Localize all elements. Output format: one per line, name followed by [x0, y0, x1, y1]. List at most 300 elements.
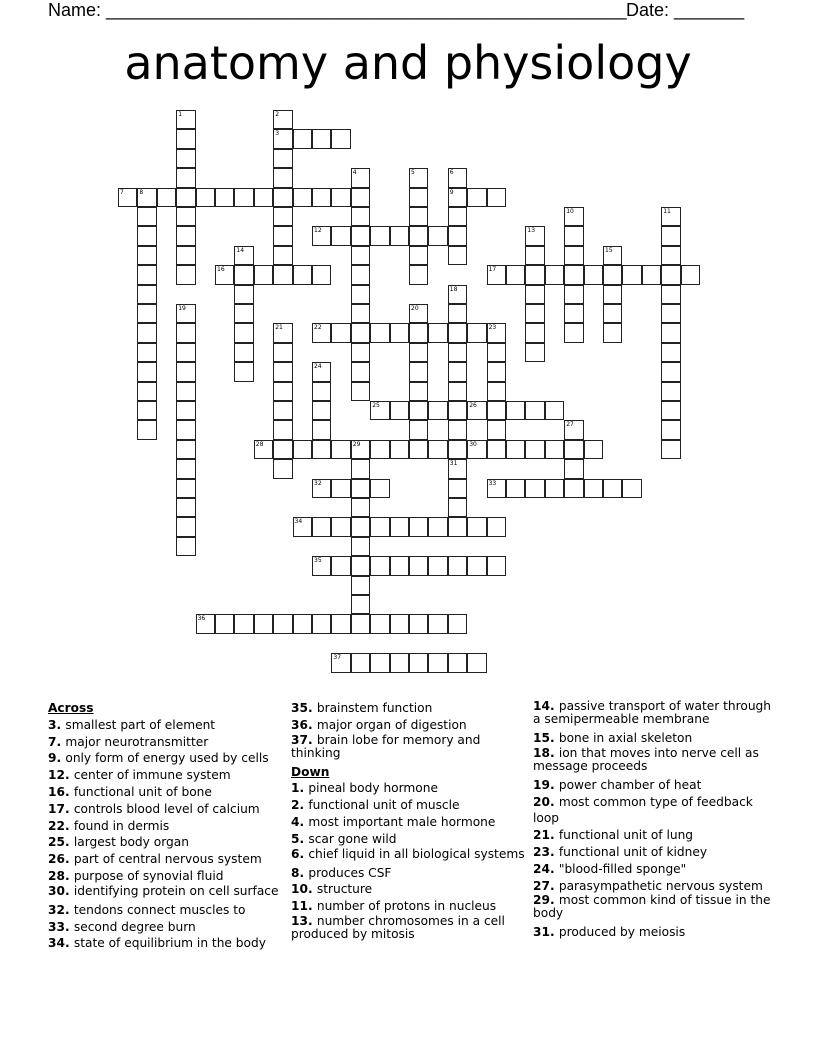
- grid-cell[interactable]: [137, 401, 156, 420]
- grid-cell[interactable]: [390, 323, 409, 342]
- grid-cell[interactable]: [506, 265, 525, 284]
- grid-cell[interactable]: [312, 265, 331, 284]
- grid-cell[interactable]: [448, 304, 467, 323]
- grid-cell[interactable]: [448, 343, 467, 362]
- grid-cell[interactable]: [564, 207, 583, 226]
- grid-cell[interactable]: [584, 265, 603, 284]
- grid-cell[interactable]: [525, 246, 544, 265]
- grid-cell[interactable]: [409, 304, 428, 323]
- grid-cell[interactable]: [118, 188, 137, 207]
- grid-cell[interactable]: [273, 168, 292, 187]
- grid-cell[interactable]: [273, 149, 292, 168]
- clue-number: 13: [527, 227, 536, 235]
- grid-cell[interactable]: [661, 343, 680, 362]
- grid-cell[interactable]: [370, 226, 389, 245]
- grid-cell[interactable]: [370, 614, 389, 633]
- grid-cell[interactable]: [661, 362, 680, 381]
- grid-cell[interactable]: [564, 285, 583, 304]
- grid-cell[interactable]: [409, 226, 428, 245]
- grid-cell[interactable]: [428, 323, 447, 342]
- grid-cell[interactable]: [176, 149, 195, 168]
- grid-cell[interactable]: [273, 207, 292, 226]
- grid-cell[interactable]: [448, 168, 467, 187]
- grid-cell[interactable]: [137, 285, 156, 304]
- grid-cell[interactable]: [390, 517, 409, 536]
- grid-cell[interactable]: [467, 440, 486, 459]
- clue-number: 34: [294, 518, 303, 526]
- grid-cell[interactable]: [273, 110, 292, 129]
- grid-cell[interactable]: [409, 440, 428, 459]
- grid-cell[interactable]: [409, 556, 428, 575]
- grid-cell[interactable]: [176, 265, 195, 284]
- grid-cell[interactable]: [448, 207, 467, 226]
- grid-cell[interactable]: [467, 517, 486, 536]
- grid-cell[interactable]: [312, 440, 331, 459]
- grid-cell[interactable]: [448, 285, 467, 304]
- grid-cell[interactable]: [448, 556, 467, 575]
- grid-cell[interactable]: [448, 653, 467, 672]
- grid-cell[interactable]: [428, 614, 447, 633]
- grid-cell[interactable]: [176, 110, 195, 129]
- grid-cell[interactable]: [176, 459, 195, 478]
- grid-cell[interactable]: [428, 226, 447, 245]
- grid-cell[interactable]: [467, 323, 486, 342]
- grid-cell[interactable]: [351, 188, 370, 207]
- grid-cell[interactable]: [293, 188, 312, 207]
- grid-cell[interactable]: [525, 226, 544, 245]
- grid-cell[interactable]: [351, 517, 370, 536]
- grid-cell[interactable]: [390, 401, 409, 420]
- grid-cell[interactable]: [351, 304, 370, 323]
- grid-cell[interactable]: [409, 420, 428, 439]
- grid-cell[interactable]: [525, 265, 544, 284]
- grid-cell[interactable]: [273, 614, 292, 633]
- grid-cell[interactable]: [331, 556, 350, 575]
- grid-cell[interactable]: [448, 459, 467, 478]
- grid-cell[interactable]: [196, 614, 215, 633]
- grid-cell[interactable]: [622, 265, 641, 284]
- grid-cell[interactable]: [506, 440, 525, 459]
- grid-cell[interactable]: [545, 440, 564, 459]
- grid-cell[interactable]: [351, 440, 370, 459]
- grid-cell[interactable]: [273, 362, 292, 381]
- grid-cell[interactable]: [234, 304, 253, 323]
- grid-cell[interactable]: [448, 614, 467, 633]
- grid-cell[interactable]: [661, 265, 680, 284]
- grid-cell[interactable]: [273, 420, 292, 439]
- grid-cell[interactable]: [273, 129, 292, 148]
- grid-cell[interactable]: [351, 537, 370, 556]
- grid-cell[interactable]: [681, 265, 700, 284]
- grid-cell[interactable]: [661, 226, 680, 245]
- grid-cell[interactable]: [157, 188, 176, 207]
- grid-cell[interactable]: [409, 265, 428, 284]
- grid-cell[interactable]: [234, 265, 253, 284]
- grid-cell[interactable]: [661, 401, 680, 420]
- clue-number: 31: [449, 460, 458, 468]
- grid-cell[interactable]: [525, 304, 544, 323]
- grid-cell[interactable]: [176, 343, 195, 362]
- grid-cell[interactable]: [351, 207, 370, 226]
- grid-cell[interactable]: [254, 265, 273, 284]
- grid-cell[interactable]: [215, 614, 234, 633]
- grid-cell[interactable]: [564, 323, 583, 342]
- clue-item: 34. state of equilibrium in the body: [48, 936, 266, 951]
- grid-cell[interactable]: [370, 401, 389, 420]
- grid-cell[interactable]: [293, 517, 312, 536]
- grid-cell[interactable]: [273, 323, 292, 342]
- grid-cell[interactable]: [176, 440, 195, 459]
- grid-cell[interactable]: [545, 401, 564, 420]
- grid-cell[interactable]: [603, 246, 622, 265]
- grid-cell[interactable]: [487, 440, 506, 459]
- grid-cell[interactable]: [545, 265, 564, 284]
- grid-cell[interactable]: [351, 479, 370, 498]
- clue-number: 27: [566, 421, 574, 429]
- grid-cell[interactable]: [448, 401, 467, 420]
- grid-cell[interactable]: [409, 188, 428, 207]
- grid-cell[interactable]: [409, 362, 428, 381]
- clue-item: 19. power chamber of heat: [533, 777, 702, 792]
- grid-cell[interactable]: [390, 440, 409, 459]
- grid-cell[interactable]: [176, 382, 195, 401]
- grid-cell[interactable]: [370, 517, 389, 536]
- grid-cell[interactable]: [564, 420, 583, 439]
- grid-cell[interactable]: [525, 401, 544, 420]
- grid-cell[interactable]: [409, 168, 428, 187]
- grid-cell[interactable]: [273, 459, 292, 478]
- grid-cell[interactable]: [370, 556, 389, 575]
- grid-cell[interactable]: [351, 614, 370, 633]
- grid-cell[interactable]: [351, 362, 370, 381]
- grid-cell[interactable]: [331, 188, 350, 207]
- grid-cell[interactable]: [273, 401, 292, 420]
- grid-cell[interactable]: [448, 323, 467, 342]
- grid-cell[interactable]: [487, 401, 506, 420]
- clue-number: 15: [605, 246, 613, 254]
- grid-cell[interactable]: [312, 517, 331, 536]
- grid-cell[interactable]: [409, 343, 428, 362]
- grid-cell[interactable]: [603, 304, 622, 323]
- grid-cell[interactable]: [331, 129, 350, 148]
- grid-cell[interactable]: [370, 479, 389, 498]
- grid-cell[interactable]: [467, 401, 486, 420]
- grid-cell[interactable]: [176, 188, 195, 207]
- grid-cell[interactable]: [293, 265, 312, 284]
- grid-cell[interactable]: [137, 265, 156, 284]
- grid-cell[interactable]: [564, 304, 583, 323]
- grid-cell[interactable]: [273, 246, 292, 265]
- grid-cell[interactable]: [409, 401, 428, 420]
- grid-cell[interactable]: [603, 265, 622, 284]
- grid-cell[interactable]: [331, 479, 350, 498]
- grid-cell[interactable]: [234, 614, 253, 633]
- grid-cell[interactable]: [409, 382, 428, 401]
- grid-cell[interactable]: [176, 479, 195, 498]
- clue-item: 28. purpose of synovial fluid: [48, 868, 224, 883]
- grid-cell[interactable]: [428, 401, 447, 420]
- clue-item: 33. second degree burn: [48, 919, 196, 934]
- grid-cell[interactable]: [661, 323, 680, 342]
- grid-cell[interactable]: [176, 517, 195, 536]
- clue-number: 18: [449, 285, 458, 293]
- grid-cell[interactable]: [428, 440, 447, 459]
- grid-cell[interactable]: [603, 285, 622, 304]
- grid-cell[interactable]: [137, 343, 156, 362]
- grid-cell[interactable]: [273, 188, 292, 207]
- grid-cell[interactable]: [273, 382, 292, 401]
- grid-cell[interactable]: [176, 362, 195, 381]
- clue-number: 16: [217, 266, 225, 274]
- grid-cell[interactable]: [584, 479, 603, 498]
- date-label: Date:: [626, 0, 675, 20]
- clue-item: 3. smallest part of element: [48, 717, 216, 732]
- grid-cell[interactable]: [351, 556, 370, 575]
- grid-cell[interactable]: [448, 382, 467, 401]
- grid-cell[interactable]: [487, 343, 506, 362]
- grid-cell[interactable]: [312, 323, 331, 342]
- grid-cell[interactable]: [331, 517, 350, 536]
- grid-cell[interactable]: [351, 343, 370, 362]
- grid-cell[interactable]: [622, 479, 641, 498]
- grid-cell[interactable]: [487, 362, 506, 381]
- clue-item: 26. part of central nervous system: [48, 852, 262, 867]
- grid-cell[interactable]: [448, 362, 467, 381]
- name-line: ____________________________________________________: [106, 0, 627, 20]
- grid-cell[interactable]: [545, 479, 564, 498]
- grid-cell[interactable]: [506, 479, 525, 498]
- clue-number: 6: [449, 169, 454, 177]
- grid-cell[interactable]: [351, 168, 370, 187]
- grid-cell[interactable]: [564, 246, 583, 265]
- grid-cell[interactable]: [351, 653, 370, 672]
- grid-cell[interactable]: [312, 129, 331, 148]
- grid-cell[interactable]: [428, 517, 447, 536]
- grid-cell[interactable]: [312, 479, 331, 498]
- grid-cell[interactable]: [487, 479, 506, 498]
- grid-cell[interactable]: [661, 246, 680, 265]
- clue-number: 35: [314, 557, 322, 565]
- grid-cell[interactable]: [196, 188, 215, 207]
- grid-cell[interactable]: [409, 614, 428, 633]
- grid-cell[interactable]: [603, 479, 622, 498]
- grid-cell[interactable]: [351, 498, 370, 517]
- clue-item: 27. parasympathetic nervous system: [533, 878, 763, 893]
- grid-cell[interactable]: [312, 401, 331, 420]
- grid-cell[interactable]: [584, 440, 603, 459]
- grid-cell[interactable]: [312, 614, 331, 633]
- grid-cell[interactable]: [312, 556, 331, 575]
- grid-cell[interactable]: [176, 207, 195, 226]
- grid-cell[interactable]: [176, 401, 195, 420]
- grid-cell[interactable]: [312, 362, 331, 381]
- grid-cell[interactable]: [234, 285, 253, 304]
- grid-cell[interactable]: [506, 401, 525, 420]
- grid-cell[interactable]: [525, 343, 544, 362]
- grid-cell[interactable]: [351, 459, 370, 478]
- grid-cell[interactable]: [370, 323, 389, 342]
- grid-cell[interactable]: [564, 226, 583, 245]
- grid-cell[interactable]: [487, 382, 506, 401]
- grid-cell[interactable]: [487, 420, 506, 439]
- grid-cell[interactable]: [312, 382, 331, 401]
- grid-cell[interactable]: [390, 614, 409, 633]
- grid-cell[interactable]: [312, 188, 331, 207]
- grid-cell[interactable]: [661, 382, 680, 401]
- grid-cell[interactable]: [351, 382, 370, 401]
- grid-cell[interactable]: [370, 440, 389, 459]
- grid-cell[interactable]: [564, 440, 583, 459]
- grid-cell[interactable]: [176, 498, 195, 517]
- grid-cell[interactable]: [390, 556, 409, 575]
- grid-cell[interactable]: [409, 207, 428, 226]
- grid-cell[interactable]: [409, 517, 428, 536]
- grid-cell[interactable]: [176, 537, 195, 556]
- grid-cell[interactable]: [390, 653, 409, 672]
- grid-cell[interactable]: [448, 479, 467, 498]
- grid-cell[interactable]: [370, 653, 389, 672]
- grid-cell[interactable]: [525, 285, 544, 304]
- grid-cell[interactable]: [273, 343, 292, 362]
- grid-cell[interactable]: [351, 323, 370, 342]
- grid-cell[interactable]: [215, 265, 234, 284]
- grid-cell[interactable]: [487, 517, 506, 536]
- clue-item: 29. most common kind of tissue in the body: [533, 893, 771, 921]
- grid-cell[interactable]: [137, 246, 156, 265]
- grid-cell[interactable]: [273, 265, 292, 284]
- grid-cell[interactable]: [467, 556, 486, 575]
- grid-cell[interactable]: [487, 556, 506, 575]
- grid-cell[interactable]: [448, 517, 467, 536]
- grid-cell[interactable]: [661, 440, 680, 459]
- grid-cell[interactable]: [176, 323, 195, 342]
- clue-number: 32: [314, 479, 322, 487]
- clue-item: 17. controls blood level of calcium: [48, 801, 260, 816]
- grid-cell[interactable]: [448, 498, 467, 517]
- grid-cell[interactable]: [331, 614, 350, 633]
- grid-cell[interactable]: [293, 440, 312, 459]
- date-line: _______: [674, 0, 745, 20]
- grid-cell[interactable]: [409, 246, 428, 265]
- grid-cell[interactable]: [312, 226, 331, 245]
- grid-cell[interactable]: [564, 459, 583, 478]
- grid-cell[interactable]: [234, 343, 253, 362]
- clue-number: 33: [488, 479, 497, 487]
- grid-cell[interactable]: [234, 188, 253, 207]
- grid-cell[interactable]: [409, 323, 428, 342]
- grid-cell[interactable]: [661, 304, 680, 323]
- grid-cell[interactable]: [137, 207, 156, 226]
- grid-cell[interactable]: [467, 653, 486, 672]
- grid-cell[interactable]: [661, 285, 680, 304]
- grid-cell[interactable]: [448, 246, 467, 265]
- grid-cell[interactable]: [331, 653, 350, 672]
- grid-cell[interactable]: [351, 576, 370, 595]
- grid-cell[interactable]: [176, 304, 195, 323]
- grid-cell[interactable]: [254, 614, 273, 633]
- grid-cell[interactable]: [525, 440, 544, 459]
- grid-cell[interactable]: [331, 226, 350, 245]
- grid-cell[interactable]: [273, 440, 292, 459]
- grid-cell[interactable]: [254, 188, 273, 207]
- clue-item: 4. most important male hormone: [291, 814, 496, 829]
- grid-cell[interactable]: [137, 188, 156, 207]
- clue-item: 9. only form of energy used by cells: [48, 751, 269, 766]
- clue-number: 23: [488, 324, 497, 332]
- grid-cell[interactable]: [215, 188, 234, 207]
- grid-cell[interactable]: [390, 226, 409, 245]
- clue-number: 22: [314, 324, 322, 332]
- grid-cell[interactable]: [409, 653, 428, 672]
- grid-cell[interactable]: [137, 362, 156, 381]
- grid-cell[interactable]: [525, 479, 544, 498]
- grid-cell[interactable]: [137, 420, 156, 439]
- clue-number: 14: [236, 246, 245, 254]
- clue-item: 2. functional unit of muscle: [291, 798, 460, 813]
- clue-number: 37: [333, 654, 342, 662]
- grid-cell[interactable]: [564, 265, 583, 284]
- grid-cell[interactable]: [428, 653, 447, 672]
- grid-cell[interactable]: [487, 323, 506, 342]
- grid-cell[interactable]: [351, 226, 370, 245]
- grid-cell[interactable]: [137, 304, 156, 323]
- grid-cell[interactable]: [564, 479, 583, 498]
- grid-cell[interactable]: [351, 595, 370, 614]
- grid-cell[interactable]: [351, 265, 370, 284]
- grid-cell[interactable]: [525, 323, 544, 342]
- grid-cell[interactable]: [448, 226, 467, 245]
- clue-item: 5. scar gone wild: [291, 831, 397, 846]
- grid-cell[interactable]: [176, 168, 195, 187]
- grid-cell[interactable]: [487, 265, 506, 284]
- grid-cell[interactable]: [176, 226, 195, 245]
- grid-cell[interactable]: [448, 188, 467, 207]
- grid-cell[interactable]: [137, 382, 156, 401]
- grid-cell[interactable]: [351, 246, 370, 265]
- grid-cell[interactable]: [234, 323, 253, 342]
- grid-cell[interactable]: [351, 285, 370, 304]
- grid-cell[interactable]: [234, 362, 253, 381]
- grid-cell[interactable]: [661, 207, 680, 226]
- grid-cell[interactable]: [137, 226, 156, 245]
- grid-cell[interactable]: [331, 323, 350, 342]
- grid-cell[interactable]: [254, 440, 273, 459]
- clue-number: 1: [178, 111, 183, 118]
- grid-cell[interactable]: [661, 420, 680, 439]
- grid-cell[interactable]: [176, 129, 195, 148]
- grid-cell[interactable]: [273, 226, 292, 245]
- grid-cell[interactable]: [312, 420, 331, 439]
- clue-item: 20. most common type of feedback loop: [533, 794, 753, 826]
- grid-cell[interactable]: [448, 440, 467, 459]
- grid-cell[interactable]: [137, 323, 156, 342]
- grid-cell[interactable]: [467, 188, 486, 207]
- across-heading: Across: [48, 701, 94, 715]
- grid-cell[interactable]: [293, 614, 312, 633]
- grid-cell[interactable]: [448, 420, 467, 439]
- grid-cell[interactable]: [603, 323, 622, 342]
- grid-cell[interactable]: [176, 246, 195, 265]
- grid-cell[interactable]: [487, 188, 506, 207]
- grid-cell[interactable]: [176, 420, 195, 439]
- grid-cell[interactable]: [293, 129, 312, 148]
- grid-cell[interactable]: [428, 556, 447, 575]
- grid-cell[interactable]: [234, 246, 253, 265]
- clue-number: 25: [372, 402, 380, 409]
- grid-cell[interactable]: [642, 265, 661, 284]
- clue-number: 9: [449, 188, 454, 196]
- grid-cell[interactable]: [331, 440, 350, 459]
